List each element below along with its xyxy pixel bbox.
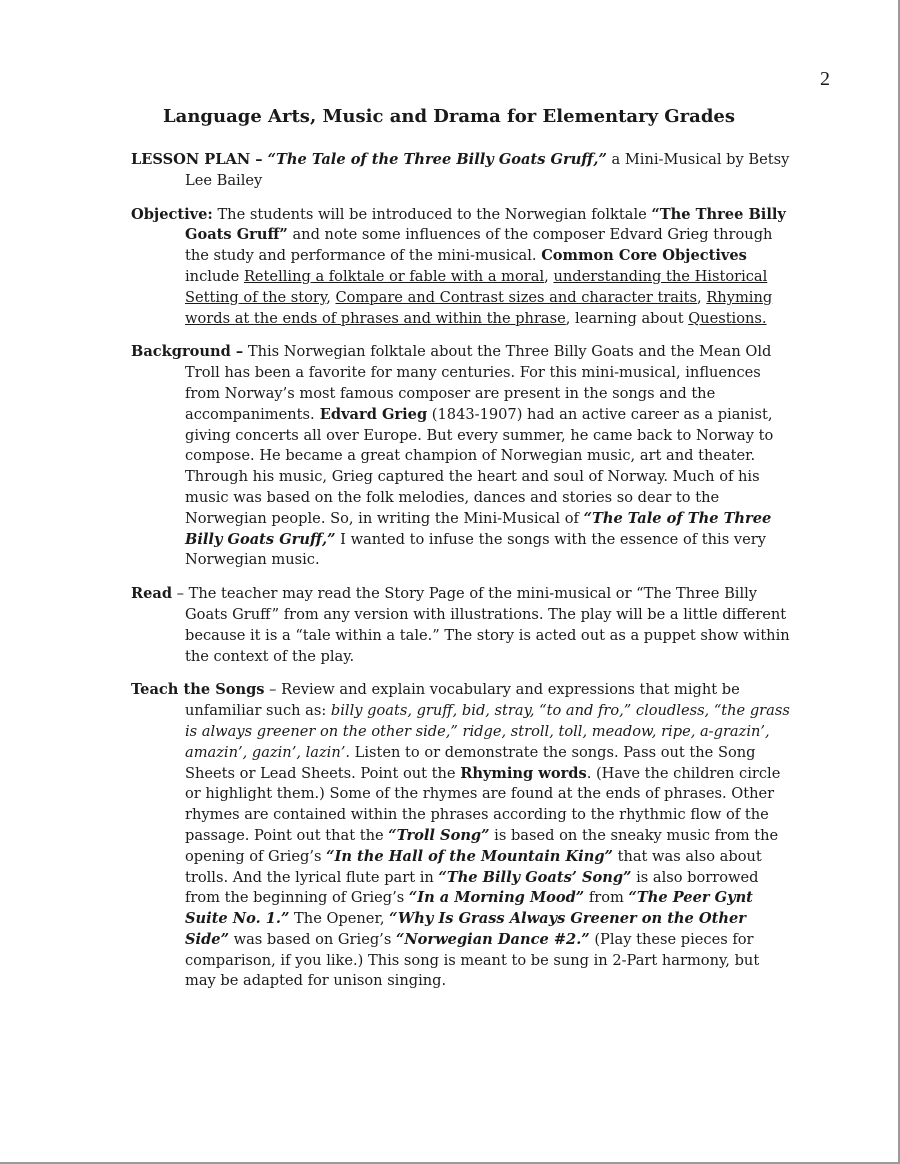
lesson-plan-label: LESSON PLAN – (131, 151, 268, 168)
read-paragraph: Read – The teacher may read the Story Page of the mini-musical or “The Three Billy Goats Gruff” from any version with illustrations. The play will be a little different because it is a “tale within a tale.” The story is acted out as a puppet show within the context of the play. (131, 585, 790, 665)
objective-label: Objective: (131, 205, 213, 223)
lesson-author: a Mini-Musical by Betsy Lee Bailey (185, 151, 790, 189)
background-label: Background – (131, 343, 244, 361)
page-title: Language Arts, Music and Drama for Elementary Grades (163, 106, 735, 127)
teach-songs-paragraph: Teach the Songs – Review and explain vocabulary and expressions that might be unfamiliar such as: billy goats, gruff, bid, stray, “to and fro,” cloudless, “the grass is always greener on the other side,” ridge, stroll, toll, meadow, ripe, a-grazin’, amazin’, gazin’, lazin’. Listen to or demonstrate the songs. Pass out the Song Sheets or Lead Sheets. Point out the Rhyming words. (Have the children circle or highlight them.) Some of the rhymes are found at the ends of phrases. Other rhymes are contained within the phrases according to the rhythmic flow of the passage. Point out that the “Troll Song” is based on the sneaky music from the opening of Grieg’s “In the Hall of the Mountain King” that was also about trolls. And the lyrical flute part in “The Billy Goats’ Song” is also borrowed from the beginning of Grieg’s “In a Morning Mood” from “The Peer Gynt Suite No. 1.” The Opener, “Why Is Grass Always Greener on the Other Side” was based on Grieg’s “Norwegian Dance #2.” (Play these pieces for comparison, if you like.) This song is meant to be sung in 2-Part harmony, but may be adapted for unison singing. (131, 681, 790, 990)
lesson-content (131, 150, 791, 1005)
teach-songs-label: Teach the Songs (131, 681, 265, 699)
objective-paragraph: Objective: The students will be introduced to the Norwegian folktale “The Three Billy Goats Gruff” and note some influences of the composer Edvard Grieg through the study and performance of the mini-musical. Common Core Objectives include Retelling a folktale or fable with a moral, understanding the Historical Setting of the story, Compare and Contrast sizes and character traits, Rhyming words at the ends of phrases and within the phrase, learning about Questions. (131, 205, 786, 327)
read-label: Read (131, 585, 173, 603)
lesson-work-title: “The Tale of the Three Billy Goats Gruff,” (267, 151, 607, 168)
background-paragraph: Background – This Norwegian folktale about the Three Billy Goats and the Mean Old Troll has been a favorite for many centuries. For this mini-musical, influences from Norway’s most famous composer are present in the songs and the accompaniments. Edvard Grieg (1843-1907) had an active career as a pianist, giving concerts all over Europe. But every summer, he came back to Norway to compose. He became a great champion of Norwegian music, art and theater. Through his music, Grieg captured the heart and soul of Norway. Much of his music was based on the folk melodies, dances and stories so dear to the Norwegian people. So, in writing the Mini-Musical of “The Tale of The Three Billy Goats Gruff,” I wanted to infuse the songs with the essence of this very Norwegian music. (131, 343, 774, 569)
page-number: 2 (820, 68, 830, 90)
lesson-plan-heading (131, 150, 791, 192)
